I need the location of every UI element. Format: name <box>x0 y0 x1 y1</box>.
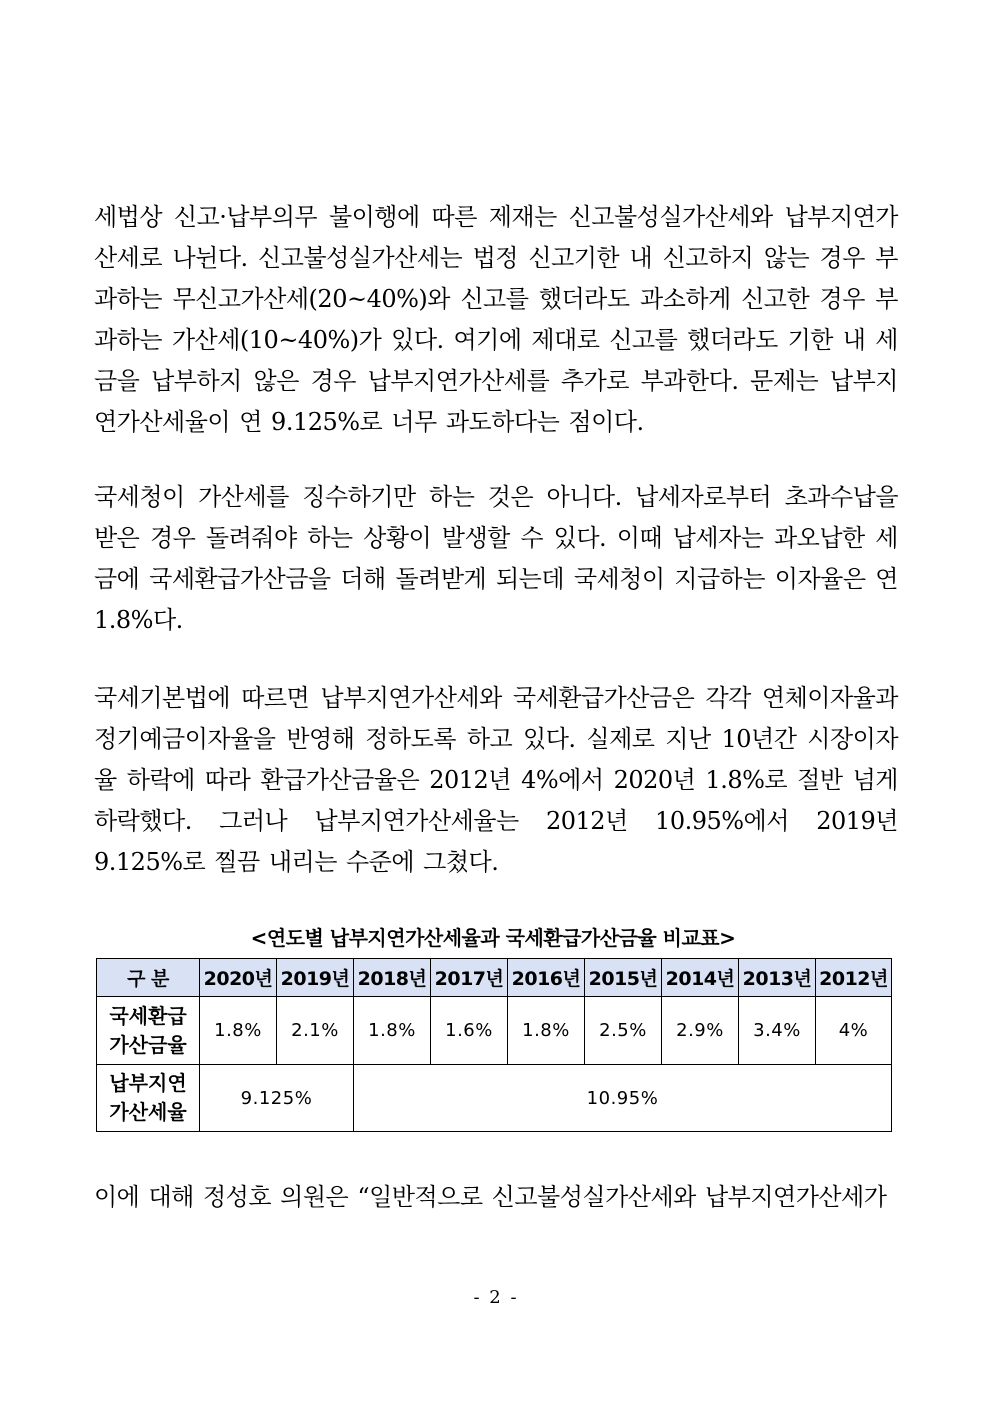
penalty-rate-row <box>97 1065 892 1132</box>
refund-rate-label-line1: 국세환급 <box>109 1003 187 1028</box>
paragraph-penalty-types: 세법상 신고·납부의무 불이행에 따른 제재는 신고불성실가산세와 납부지연가산세로 나뉜다. 신고불성실가산세는 법정 신고기한 내 신고하지 않는 경우 부과하는 무신고가산세(20~40%)와 신고를 했더라도 과소하게 신고한 경우 부과하는 가산세(10~40%)가 있다. 여기에 제대로 신고를 했더라도 기한 내 세금을 납부하지 않은 경우 납부지연가산세를 추가로 부과한다. 문제는 납부지연가산세율이 연 9.125%로 너무 과도하다는 점이다. <box>94 203 898 436</box>
refund-rate-row <box>97 997 892 1065</box>
refund-rate-cell: 1.8% <box>508 997 585 1065</box>
refund-rate-cell: 2.5% <box>585 997 662 1065</box>
refund-rate-cell: 4% <box>816 997 892 1065</box>
year-header: 2016년 <box>508 959 585 997</box>
table-corner-cell: 구 분 <box>97 959 200 997</box>
refund-rate-label <box>97 997 200 1065</box>
comparison-table <box>96 958 892 1132</box>
refund-rate-label-line2: 가산금율 <box>109 1032 187 1057</box>
refund-rate-cell: 1.8% <box>200 997 277 1065</box>
refund-rate-cell: 1.8% <box>354 997 431 1065</box>
penalty-rate-label-line1: 납부지연 <box>109 1071 187 1095</box>
page-number: - 2 - <box>473 1287 519 1308</box>
table-caption: <연도별 납부지연가산세율과 국세환급가산금율 비교표> <box>250 926 736 950</box>
paragraph-refund-interest: 국세청이 가산세를 징수하기만 하는 것은 아니다. 납세자로부터 초과수납을 받은 경우 돌려줘야 하는 상황이 발생할 수 있다. 이때 납세자는 과오납한 세금에 국세환급가산금을 더해 돌려받게 되는데 국세청이 지급하는 이자율은 연 1.8%다. <box>94 483 898 634</box>
penalty-rate-recent-cell: 9.125% <box>200 1065 354 1132</box>
penalty-rate-past-cell: 10.95% <box>354 1065 892 1132</box>
paragraph-basic-law: 국세기본법에 따르면 납부지연가산세와 국세환급가산금은 각각 연체이자율과 정기예금이자율을 반영해 정하도록 하고 있다. 실제로 지난 10년간 시장이자율 하락에 따라 환급가산금율은 2012년 4%에서 2020년 1.8%로 절반 넘게 하락했다. 그러나 납부지연가산세율는 2012년 10.95%에서 2019년 9.125%로 찔끔 내리는 수준에 그쳤다. <box>94 684 898 876</box>
penalty-rate-label-line2: 가산세율 <box>109 1100 187 1124</box>
table-header-row <box>97 959 892 997</box>
year-header: 2013년 <box>739 959 816 997</box>
refund-rate-cell: 2.9% <box>662 997 739 1065</box>
year-header: 2020년 <box>200 959 277 997</box>
refund-rate-cell: 3.4% <box>739 997 816 1065</box>
year-header: 2015년 <box>585 959 662 997</box>
year-header: 2014년 <box>662 959 739 997</box>
refund-rate-cell: 1.6% <box>431 997 508 1065</box>
year-header: 2012년 <box>816 959 892 997</box>
paragraph-lawmaker-quote: 이에 대해 정성호 의원은 “일반적으로 신고불성실가산세와 납부지연가산세가 <box>94 1183 887 1211</box>
refund-rate-cell: 2.1% <box>277 997 354 1065</box>
penalty-rate-label <box>97 1065 200 1132</box>
year-header: 2018년 <box>354 959 431 997</box>
year-header: 2019년 <box>277 959 354 997</box>
year-header: 2017년 <box>431 959 508 997</box>
